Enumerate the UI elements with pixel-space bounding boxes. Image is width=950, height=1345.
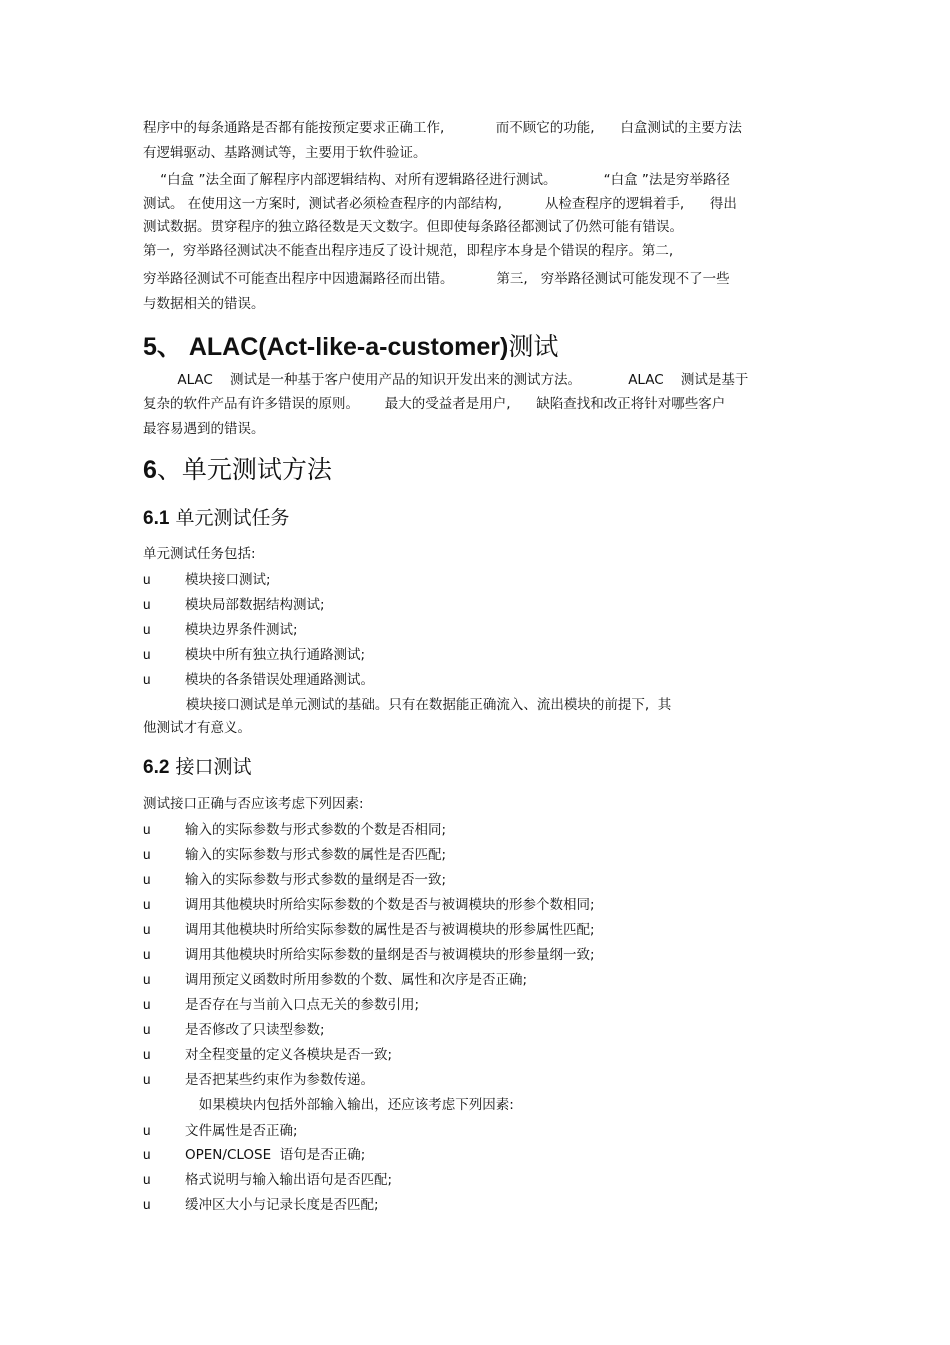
bullet-mark: u xyxy=(143,1022,151,1037)
section-6-1-paragraph: 他测试才有意义。 xyxy=(143,720,251,736)
bullet-mark: u xyxy=(143,647,151,662)
list-item-text: 调用预定义函数时所用参数的个数、属性和次序是否正确; xyxy=(185,972,528,988)
section-6-2-heading xyxy=(143,755,251,780)
intro-line: 程序中的每条通路是否都有能按预定要求正确工作, 而不顾它的功能, 白盒测试的主要方法 xyxy=(143,120,742,136)
list-item-text: 调用其他模块时所给实际参数的个数是否与被调模块的形参个数相同; xyxy=(185,897,595,913)
list-item-text: 是否存在与当前入口点无关的参数引用; xyxy=(185,997,420,1013)
list-item-text: 模块的各条错误处理通路测试。 xyxy=(185,672,374,688)
list-item-text: 输入的实际参数与形式参数的个数是否相同; xyxy=(185,822,447,838)
bullet-mark: u xyxy=(143,597,151,612)
bullet-mark: u xyxy=(143,1147,151,1162)
list-item-text: 是否修改了只读型参数; xyxy=(185,1022,325,1038)
list-item-text: 对全程变量的定义各模块是否一致; xyxy=(185,1047,393,1063)
bullet-mark: u xyxy=(143,847,151,862)
section-5-number: 5、 ALAC(Act-like-a-customer) xyxy=(143,333,509,361)
list-item-text: 缓冲区大小与记录长度是否匹配; xyxy=(185,1197,379,1213)
list-item-text: 模块边界条件测试; xyxy=(185,622,298,638)
list-item-text: 调用其他模块时所给实际参数的量纲是否与被调模块的形参量纲一致; xyxy=(185,947,595,963)
section-5-line: 最容易遇到的错误。 xyxy=(143,421,265,437)
section-5-line: ALAC 测试是一种基于客户使用产品的知识开发出来的测试方法。 ALAC 测试是基于 xyxy=(143,372,749,388)
bullet-mark: u xyxy=(143,1197,151,1212)
bullet-mark: u xyxy=(143,672,151,687)
list-item-text: 格式说明与输入输出语句是否匹配; xyxy=(185,1172,393,1188)
list-item-text: 模块中所有独立执行通路测试; xyxy=(185,647,366,663)
bullet-mark: u xyxy=(143,1123,151,1138)
intro-line: 有逻辑驱动、基路测试等，主要用于软件验证。 xyxy=(143,145,427,161)
section-6-2-paragraph: 如果模块内包括外部输入输出，还应该考虑下列因素: xyxy=(143,1097,514,1113)
list-item-text: 输入的实际参数与形式参数的量纲是否一致; xyxy=(185,872,447,888)
bullet-mark: u xyxy=(143,622,151,637)
section-6-1-heading xyxy=(143,506,289,531)
list-item-text: 是否把某些约束作为参数传递。 xyxy=(185,1072,374,1088)
bullet-mark: u xyxy=(143,1172,151,1187)
list-item-text: 调用其他模块时所给实际参数的属性是否与被调模块的形参属性匹配; xyxy=(185,922,595,938)
intro-line: “白盒 ”法全面了解程序内部逻辑结构、对所有逻辑路径进行测试。 “白盒 ”法是穷举路径 xyxy=(143,172,730,188)
section-5-heading xyxy=(143,331,558,363)
section-6-1-title: 单元测试任务 xyxy=(169,507,290,529)
section-6-2-title: 接口测试 xyxy=(169,756,252,778)
intro-line: 测试数据。贯穿程序的独立路径数是天文数字。但即使每条路径都测试了仍然可能有错误。 xyxy=(143,219,683,235)
list-item-text: 模块接口测试; xyxy=(185,572,271,588)
bullet-mark: u xyxy=(143,922,151,937)
bullet-mark: u xyxy=(143,572,151,587)
intro-line: 测试。 在使用这一方案时, 测试者必须检查程序的内部结构, 从检查程序的逻辑着手, 得出 xyxy=(143,196,737,212)
bullet-mark: u xyxy=(143,972,151,987)
bullet-mark: u xyxy=(143,947,151,962)
section-6-1-paragraph: 模块接口测试是单元测试的基础。只有在数据能正确流入、流出模块的前提下, 其 xyxy=(143,697,672,713)
section-6-2-intro: 测试接口正确与否应该考虑下列因素: xyxy=(143,796,364,812)
list-item-text: 模块局部数据结构测试; xyxy=(185,597,325,613)
bullet-mark: u xyxy=(143,822,151,837)
bullet-mark: u xyxy=(143,897,151,912)
section-5-line: 复杂的软件产品有许多错误的原则。 最大的受益者是用户, 缺陷查找和改正将针对哪些客户 xyxy=(143,396,726,412)
list-item-text: OPEN/CLOSE 语句是否正确; xyxy=(185,1147,366,1163)
section-5-title: 测试 xyxy=(508,332,559,361)
bullet-mark: u xyxy=(143,1047,151,1062)
intro-line: 穷举路径测试不可能查出程序中因遗漏路径而出错。 第三, 穷举路径测试可能发现不了一些 xyxy=(143,271,730,287)
list-item-text: 文件属性是否正确; xyxy=(185,1123,298,1139)
bullet-mark: u xyxy=(143,997,151,1012)
section-6-2-number: 6.2 xyxy=(143,757,170,778)
intro-line: 与数据相关的错误。 xyxy=(143,296,265,312)
bullet-mark: u xyxy=(143,872,151,887)
intro-line: 第一, 穷举路径测试决不能查出程序违反了设计规范，即程序本身是个错误的程序。第二, xyxy=(143,243,674,259)
bullet-mark: u xyxy=(143,1072,151,1087)
section-6-1-intro: 单元测试任务包括: xyxy=(143,546,256,562)
section-6-number: 6 xyxy=(143,456,157,484)
section-6-1-number: 6.1 xyxy=(143,508,170,529)
list-item-text: 输入的实际参数与形式参数的属性是否匹配; xyxy=(185,847,447,863)
section-6-heading xyxy=(143,454,332,486)
section-6-title: 、单元测试方法 xyxy=(156,455,332,484)
